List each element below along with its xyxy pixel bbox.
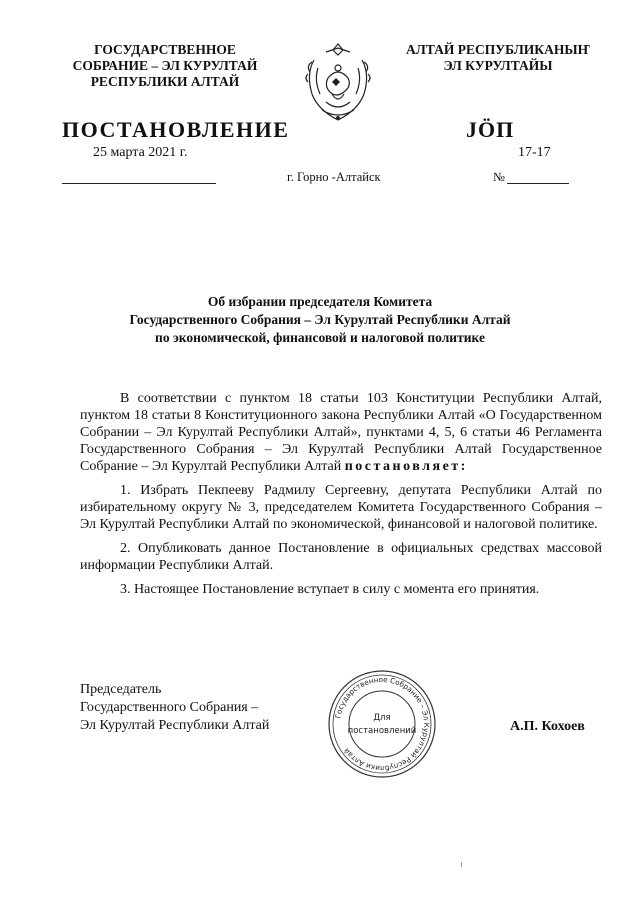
signatory-name: А.П. Кохоев — [510, 719, 585, 734]
header-left-org — [40, 42, 290, 90]
number-label: № — [493, 170, 505, 184]
document-date: 25 марта 2021 г. — [93, 145, 188, 160]
item-3-paragraph: 3. Настоящее Постановление вступает в силу с момента его принятия. — [120, 582, 540, 597]
document-body — [80, 390, 602, 598]
intro-text: В соответствии с пунктом 18 статьи 103 Конституции Республики Алтай, пунктом 18 статьи 8 Конституционного закона Республики Алтай «О Государственном Собрании – Эл Курултай Республики Алтай», пунктами 4, 5, 6 статьи 46 Регламента Государственного Собрания – Эл Курултай Республики Алтай Государственное Собрание – Эл Курултай Республики Алтай — [80, 391, 602, 474]
signatory-line-3: Эл Курултай Республики Алтай — [80, 718, 270, 733]
number-underline — [507, 183, 569, 184]
document-number: 17-17 — [518, 145, 551, 160]
seal-center-line-1: Для — [373, 713, 391, 723]
coat-of-arms-emblem-icon — [300, 38, 376, 126]
signatory-line-1: Председатель — [80, 682, 162, 697]
document-subject-title — [80, 293, 560, 347]
signatory-line-2: Государственного Собрания – — [80, 700, 259, 715]
decides-keyword: постановляет: — [344, 459, 468, 474]
header-left-line-2: СОБРАНИЕ – ЭЛ КУРУЛТАЙ — [72, 58, 258, 73]
seal-ring-text: Государственное Собрание – Эл Курултай Республики Алтай — [333, 674, 432, 774]
seal-center-line-2: постановлений — [347, 726, 417, 736]
intro-paragraph — [80, 390, 602, 475]
title-line-1: Об избрании председателя Комитета — [207, 294, 433, 309]
document-type-title: ПОСТАНОВЛЕНИЕ — [62, 117, 290, 142]
item-1-paragraph: 1. Избрать Пекпееву Радмилу Сергеевну, депутата Республики Алтай по избирательному округу № 3, председателем Комитета Государственного Собрания – Эл Курултай Республики Алтай по экономической, финансовой и налоговой политике. — [80, 483, 602, 532]
header-right-line-1: АЛТАЙ РЕСПУБЛИКАНЫҤ — [405, 42, 591, 57]
title-line-3: по экономической, финансовой и налоговой политике — [155, 330, 485, 345]
page-mark — [461, 862, 462, 867]
header-right-org — [388, 42, 608, 74]
document-type-title-altai: JӦП — [466, 117, 515, 142]
date-underline — [62, 183, 216, 184]
item-2-paragraph: 2. Опубликовать данное Постановление в официальных средствах массовой информации Республики Алтай. — [80, 541, 602, 573]
document-city: г. Горно -Алтайск — [287, 170, 381, 184]
header-right-line-2: ЭЛ КУРУЛТАЙЫ — [443, 58, 553, 73]
title-line-2: Государственного Собрания – Эл Курултай Республики Алтай — [129, 312, 511, 327]
signatory-position — [80, 681, 269, 735]
header-left-line-3: РЕСПУБЛИКИ АЛТАЙ — [90, 74, 240, 89]
official-seal-stamp — [327, 668, 437, 780]
header-left-line-1: ГОСУДАРСТВЕННОЕ — [94, 42, 236, 57]
